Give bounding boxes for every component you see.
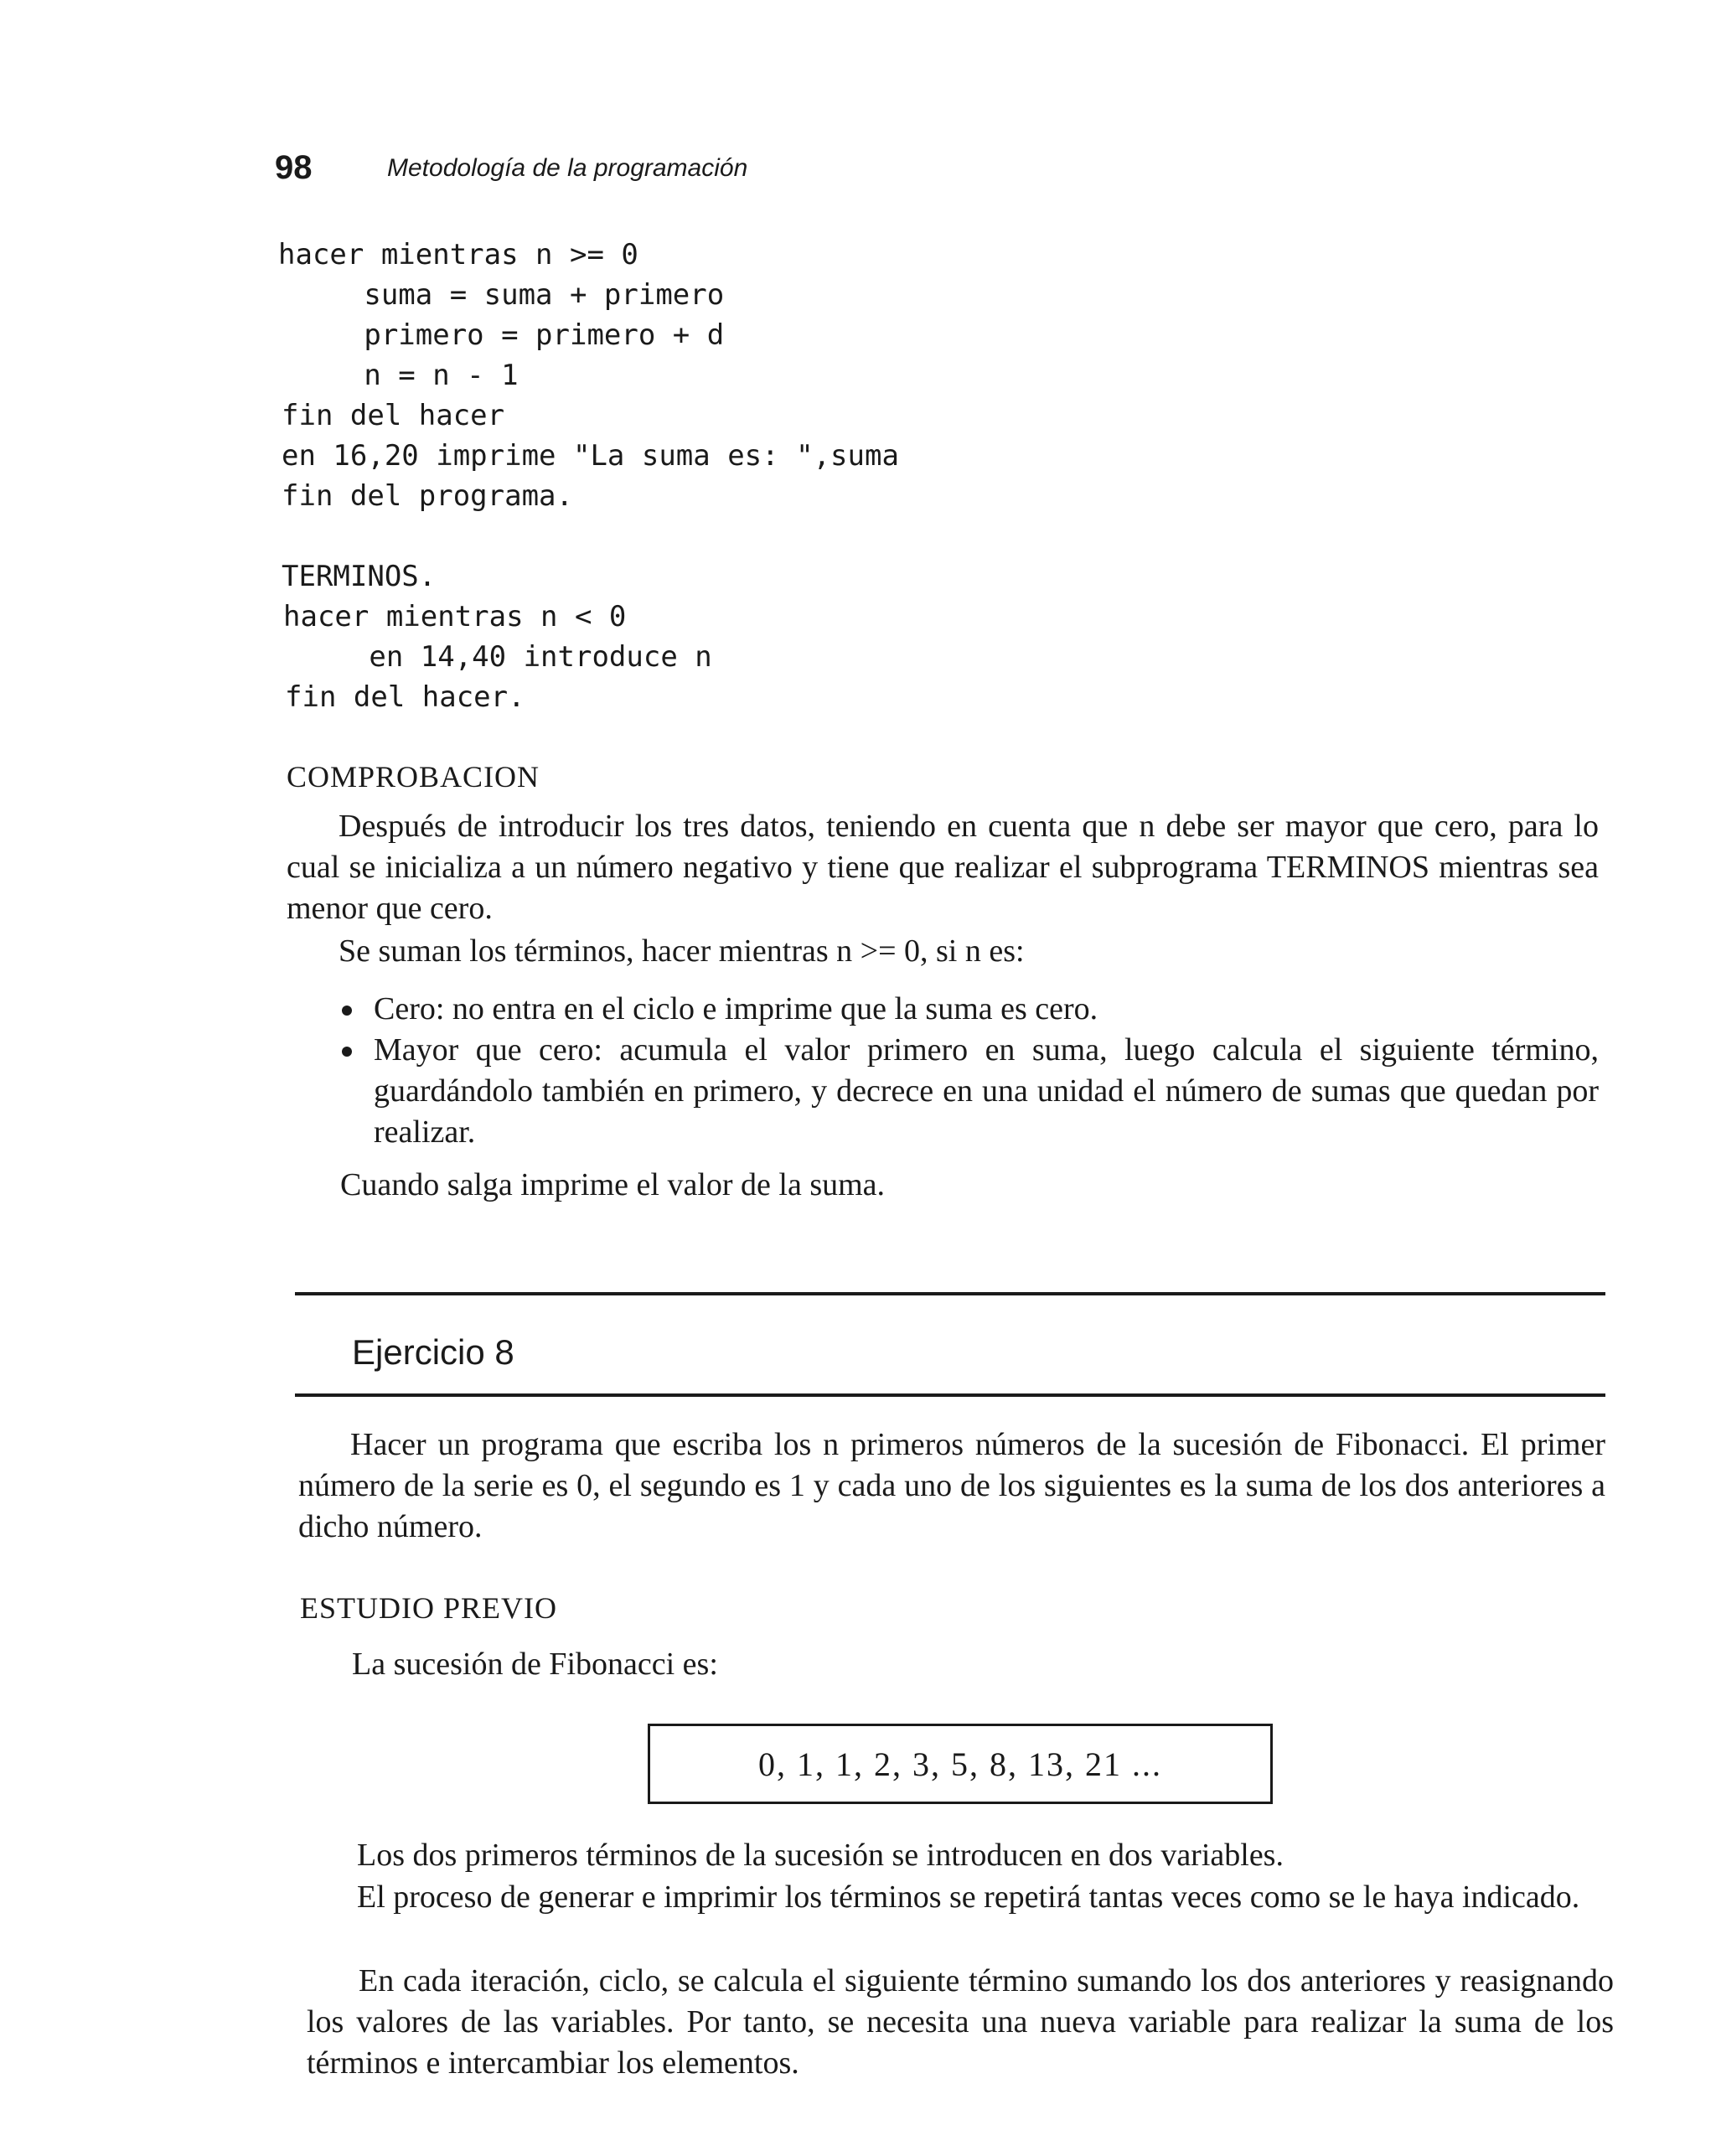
code-line: hacer mientras n >= 0	[278, 238, 638, 271]
bullet-icon	[342, 1047, 352, 1057]
divider	[295, 1393, 1605, 1397]
list-item-text: Cero: no entra en el ciclo e imprime que la suma es cero.	[374, 991, 1098, 1026]
code-line: hacer mientras n < 0	[283, 600, 627, 633]
list-item	[339, 989, 1599, 1030]
code-line: fin del hacer.	[285, 680, 525, 714]
code-line: fin del programa.	[282, 479, 573, 513]
paragraph: La sucesión de Fibonacci es:	[352, 1647, 718, 1682]
page-number: 98	[275, 149, 313, 186]
section-heading-comprobacion: COMPROBACION	[287, 760, 540, 794]
list-item-text: Mayor que cero: acumula el valor primero en suma, luego calcula el siguiente término, guardándolo también en primero, y decrece en una unidad el número de sumas que quedan por realizar.	[374, 1032, 1599, 1150]
fibonacci-sequence: 0, 1, 1, 2, 3, 5, 8, 13, 21 ...	[758, 1745, 1162, 1783]
paragraph: Los dos primeros términos de la sucesión se introducen en dos variables.	[357, 1838, 1284, 1873]
section-heading-estudio-previo: ESTUDIO PREVIO	[300, 1591, 557, 1625]
list-item	[339, 1030, 1599, 1153]
code-line: en 14,40 introduce n	[283, 640, 712, 674]
exercise-title: Ejercicio 8	[352, 1332, 514, 1372]
code-line: en 16,20 imprime "La suma es: ",suma	[282, 439, 899, 473]
running-head: Metodología de la programación	[387, 154, 748, 182]
code-line: primero = primero + d	[278, 318, 725, 352]
fibonacci-sequence-box	[648, 1724, 1273, 1804]
exercise-statement: Hacer un programa que escriba los n primeros números de la sucesión de Fibonacci. El primer número de la serie es 0, el segundo es 1 y cada uno de los siguientes es la suma de los dos anteriores a dicho número.	[298, 1427, 1605, 1544]
paragraph: Después de introducir los tres datos, teniendo en cuenta que n debe ser mayor que cero, para lo cual se inicializa a un número negativo y tiene que realizar el subprograma TERMINOS mientras sea menor que cero.	[287, 809, 1599, 926]
code-line: fin del hacer	[282, 399, 505, 432]
code-line: TERMINOS.	[282, 560, 437, 593]
paragraph: En cada iteración, ciclo, se calcula el siguiente término sumando los dos anteriores y reasignando los valores de las variables. Por tanto, se necesita una nueva variable para realizar la suma de los términos e intercambiar los elementos.	[307, 1963, 1614, 2081]
paragraph: Cuando salga imprime el valor de la suma.	[340, 1167, 886, 1202]
code-line: suma = suma + primero	[278, 278, 725, 312]
bullet-icon	[342, 1006, 352, 1016]
bullet-list	[339, 989, 1599, 1153]
divider	[295, 1292, 1605, 1295]
paragraph: Se suman los términos, hacer mientras n >= 0, si n es:	[339, 933, 1025, 969]
paragraph: El proceso de generar e imprimir los términos se repetirá tantas veces como se le haya indicado.	[357, 1879, 1580, 1915]
code-line: n = n - 1	[278, 359, 519, 392]
